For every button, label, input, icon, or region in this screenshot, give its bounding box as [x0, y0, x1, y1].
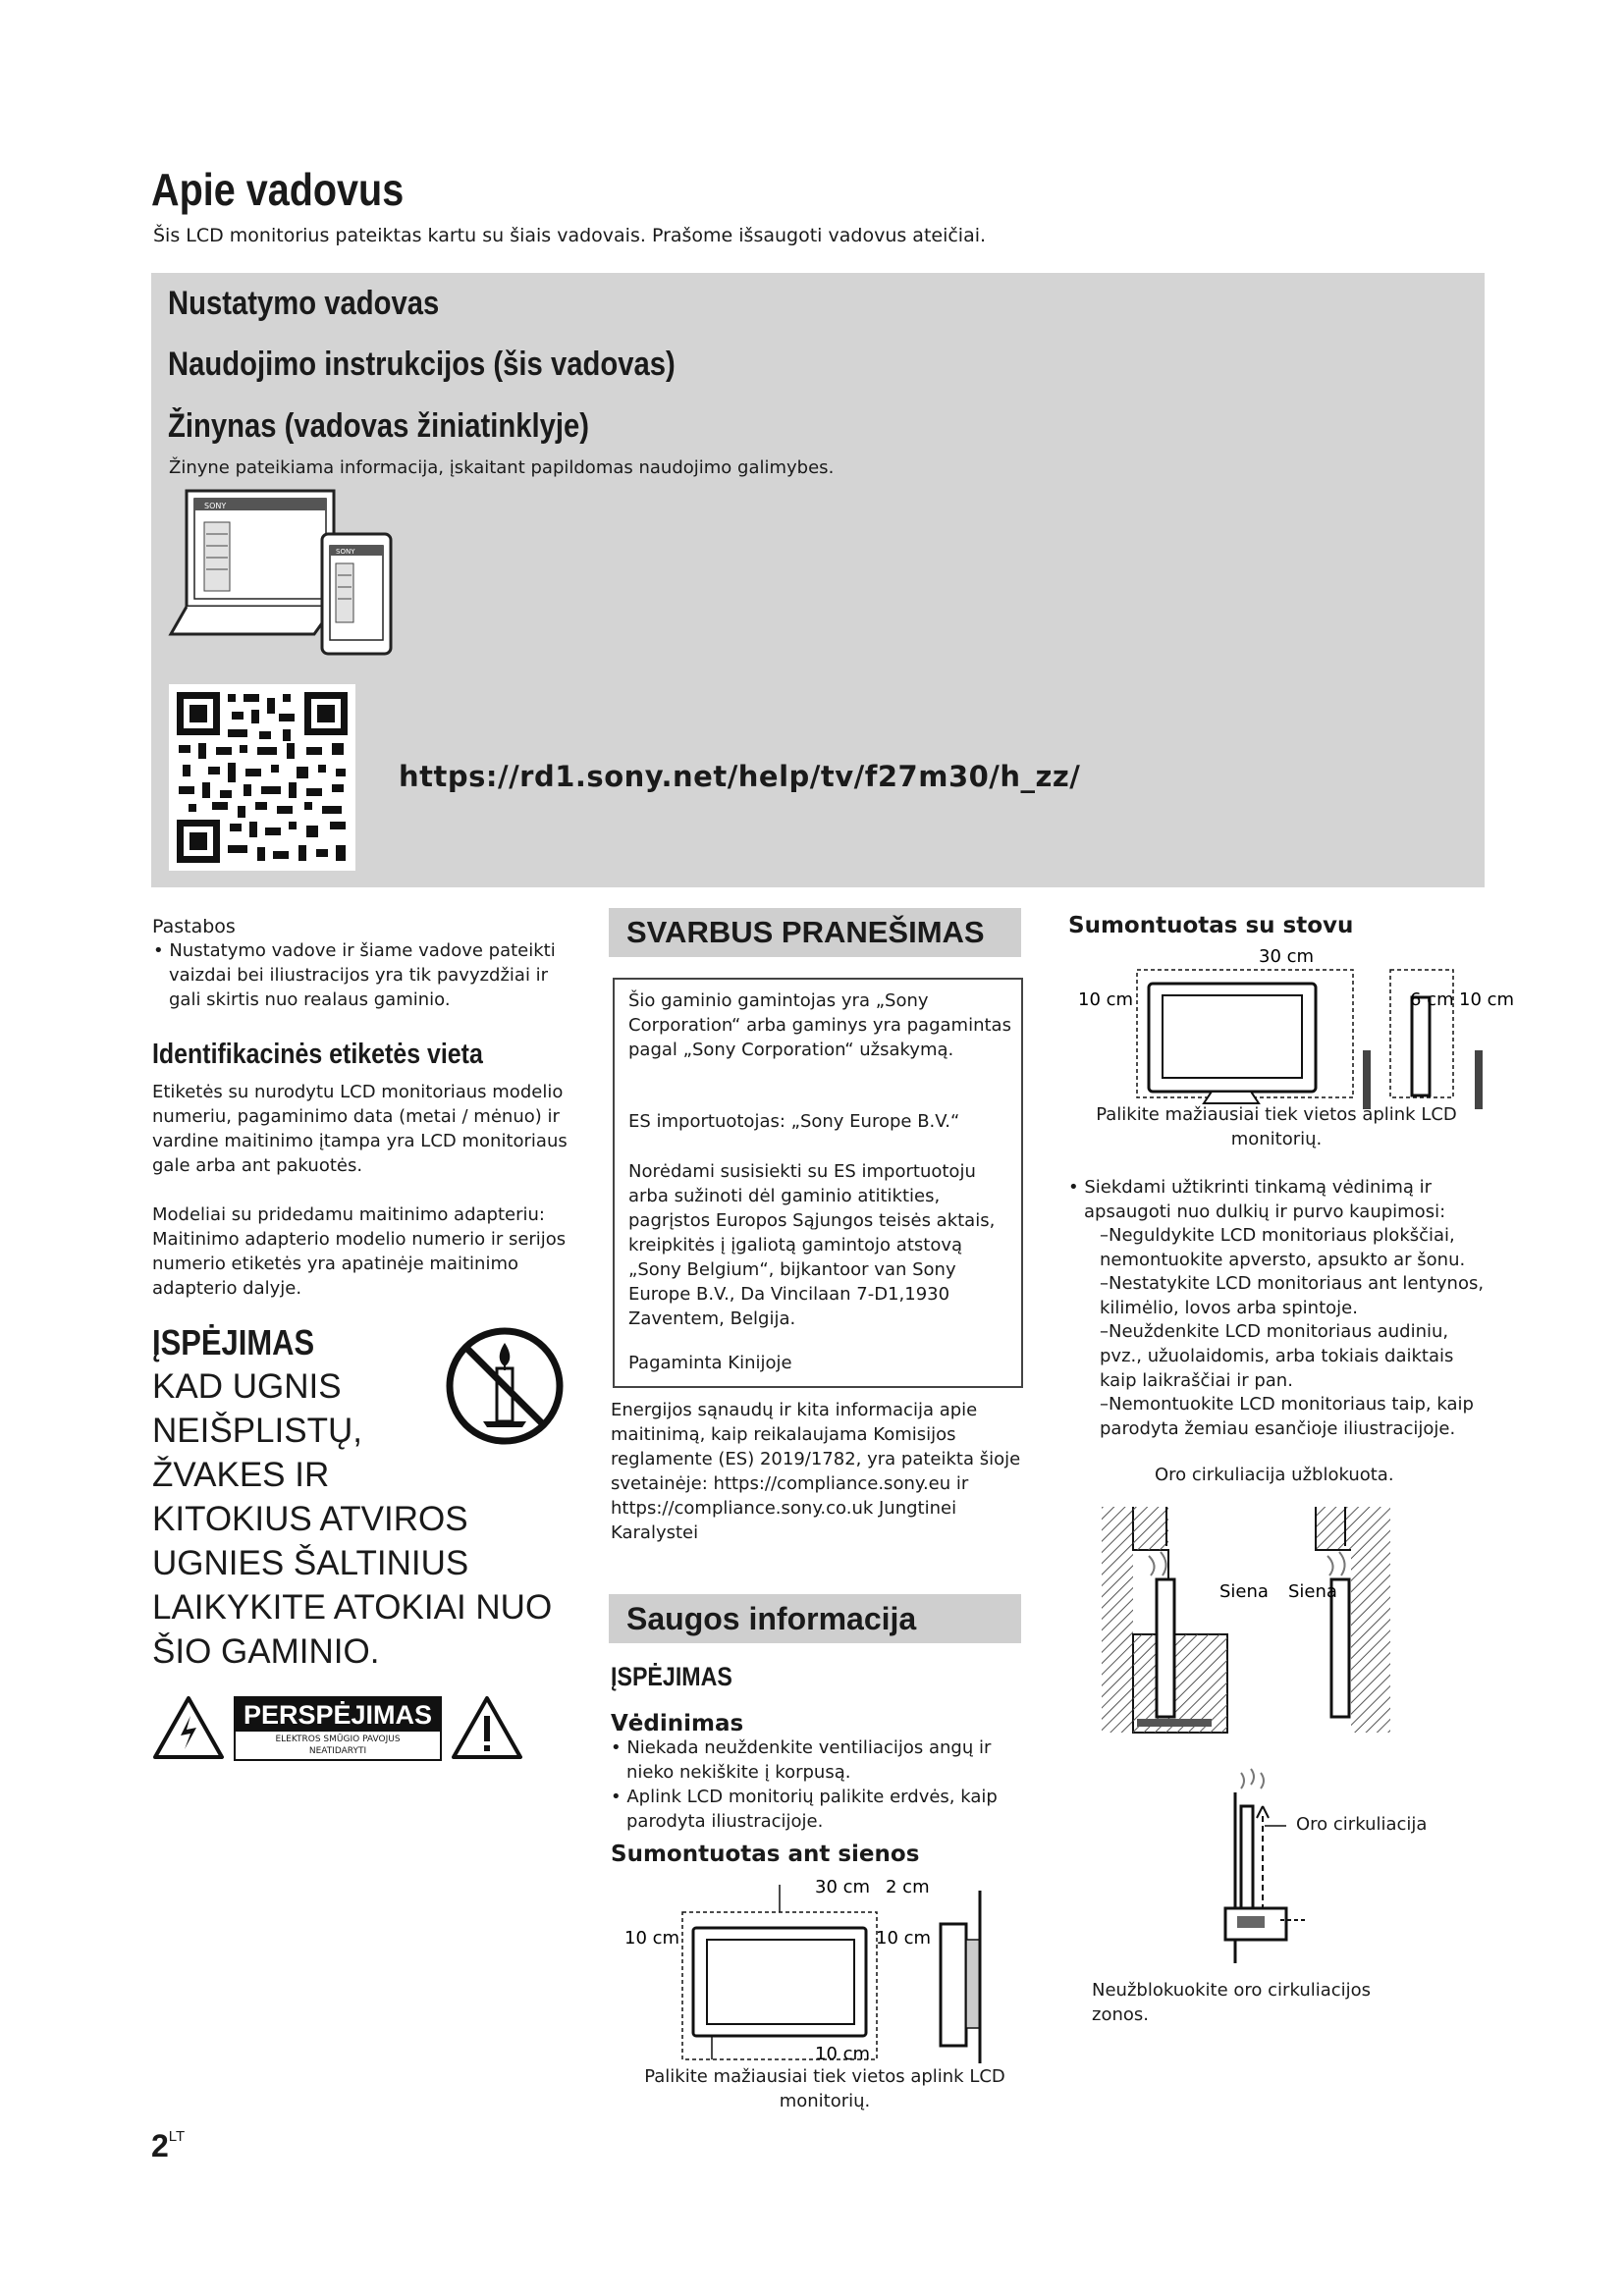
wall-mount-title: Sumontuotas ant sienos — [611, 1842, 920, 1867]
ventilation-title: Vėdinimas — [611, 1711, 744, 1736]
safety-header: Saugos informacija — [609, 1594, 1021, 1643]
notes-title: Pastabos — [152, 916, 236, 937]
svg-text:10 cm: 10 cm — [1078, 989, 1134, 1010]
device-illustration — [167, 487, 403, 664]
caution-label: PERSPĖJIMAS — [236, 1698, 440, 1732]
svg-text:Siena: Siena — [1219, 1581, 1269, 1602]
vent-item-3: –Neuždenkite LCD monitoriaus audiniu, pvz., užuolaidomis, arba tokiais daiktais kaip laikraščiai ir pan. — [1100, 1321, 1454, 1391]
page-number — [151, 2128, 185, 2164]
warning-title: ĮSPĖJIMAS — [152, 1322, 315, 1362]
svg-text:10 cm: 10 cm — [624, 1928, 680, 1949]
brand-logo-laptop: SONY — [204, 502, 227, 510]
notice-paragraph-3: Norėdami susisiekti su ES importuotoju arba sužinoti dėl gaminio atitikties, pagrįstos Europos Sąjungos teisės aktais, kreipkitės į įgaliotą gamintojo atstovą „Sony Belgium“, bijkantoor van Sony Europe B.V., Da Vincilaan 7-D1,1930 Zaventem, Belgija. — [628, 1161, 996, 1329]
blocked-label: Oro cirkuliacija užblokuota. — [1155, 1465, 1394, 1485]
qr-code[interactable] — [169, 684, 355, 871]
caution-sub-2: NEATIDARYTI — [308, 1746, 367, 1756]
svg-text:30 cm: 30 cm — [1259, 946, 1315, 967]
wall-mount-caption: Palikite mažiausiai tiek vietos aplink LCD monitorių. — [644, 2066, 1005, 2111]
brand-logo-tablet: SONY — [336, 548, 355, 556]
page-number-suffix: LT — [168, 2128, 186, 2145]
warning-line: LAIKYKITE ATOKIAI NUO — [152, 1588, 553, 1627]
exclamation-warning-icon — [450, 1694, 524, 1761]
svg-text:2 cm: 2 cm — [886, 1877, 930, 1897]
safety-warning-title: ĮSPĖJIMAS — [611, 1662, 732, 1691]
vent-item-4: –Nemontuokite LCD monitoriaus taip, kaip parodyta žemiau esančioje iliustracijoje. — [1100, 1394, 1474, 1439]
air-circulation-label: Oro cirkuliacija — [1296, 1814, 1428, 1835]
svg-text:10 cm: 10 cm — [876, 1928, 932, 1949]
page-number-value: 2 — [151, 2128, 169, 2163]
warning-line: ŠIO GAMINIO. — [152, 1632, 380, 1671]
svg-text:30 cm: 30 cm — [815, 1877, 871, 1897]
label-section-text: Etiketės su nurodytu LCD monitoriaus modelio numeriu, pagaminimo data (metai / mėnuo) ir vardine maitinimo įtampa yra LCD monitoriaus gale arba ant pakuotės. — [152, 1082, 568, 1176]
wall-mount-diagram — [619, 1871, 1021, 2067]
stand-mount-title: Sumontuotas su stovu — [1068, 913, 1354, 938]
notes-bullet: • Nustatymo vadove ir šiame vadove pateikti vaizdai bei iliustracijos yra tik pavyzdžiai ir gali skirtis nuo realaus gaminio. — [153, 940, 556, 1010]
svg-text:10 cm: 10 cm — [1459, 989, 1515, 1010]
lightning-warning-icon — [151, 1694, 226, 1761]
page-title: Apie vadovus — [151, 164, 405, 215]
adapter-text-2: Maitinimo adapterio modelio numerio ir serijos numerio etiketės yra apatinėje maitinimo adapterio dalyje. — [152, 1229, 567, 1299]
caution-box — [234, 1696, 442, 1761]
warning-line: KITOKIUS ATVIROS — [152, 1500, 468, 1538]
svg-text:Siena: Siena — [1288, 1581, 1337, 1602]
manual-setup: Nustatymo vadovas — [168, 285, 440, 322]
label-section-title: Identifikacinės etiketės vieta — [152, 1039, 483, 1070]
manual-help: Žinynas (vadovas žiniatinklyje) — [168, 407, 589, 445]
stand-mount-diagram — [1078, 942, 1520, 1109]
notice-paragraph-4: Pagaminta Kinijoje — [628, 1353, 792, 1373]
vent-intro: • Siekdami užtikrinti tinkamą vėdinimą ir apsaugoti nuo dulkių ir purvo kaupimosi: — [1068, 1177, 1446, 1222]
airflow-diagram — [1218, 1767, 1316, 1973]
vent-bullet-2: • Aplink LCD monitorių palikite erdvės, kaip parodyta iliustracijoje. — [611, 1787, 998, 1832]
notice-header: SVARBUS PRANEŠIMAS — [609, 908, 1021, 957]
dont-block-text: Neužblokuokite oro cirkuliacijos zonos. — [1092, 1980, 1372, 2025]
help-description: Žinyne pateikiama informacija, įskaitant papildomas naudojimo galimybes. — [169, 457, 835, 478]
vent-item-2: –Nestatykite LCD monitoriaus ant lentynos, kilimėlio, lovos arba spintoje. — [1100, 1273, 1485, 1318]
vent-bullet-1: • Niekada neuždenkite ventiliacijos angų ir nieko nekiškite į korpusą. — [611, 1737, 992, 1783]
svg-text:6 cm: 6 cm — [1410, 989, 1454, 1010]
manual-instructions: Naudojimo instrukcijos (šis vadovas) — [168, 346, 676, 383]
stand-mount-caption: Palikite mažiausiai tiek vietos aplink LCD monitorių. — [1096, 1104, 1457, 1149]
notice-paragraph-2: ES importuotojas: „Sony Europe B.V.“ — [628, 1111, 960, 1132]
warning-line: KAD UGNIS — [152, 1367, 342, 1406]
caution-sub-1: ELEKTROS SMŪGIO PAVOJUS — [275, 1735, 401, 1744]
notice-paragraph-1: Šio gaminio gamintojas yra „Sony Corporation“ arba gaminys yra pagamintas pagal „Sony Corporation“ užsakymą. — [628, 990, 1011, 1060]
energy-text: Energijos sąnaudų ir kita informacija apie maitinimą, kaip reikalaujama Komisijos reglamente (ES) 2019/1782, yra pateikta šioje svetainėje: https://compliance.sony.eu ir https://compliance.sony.co.uk Jungtinei Karalystei — [611, 1400, 1021, 1543]
no-candle-icon — [444, 1325, 566, 1447]
warning-line: ŽVAKES IR — [152, 1456, 330, 1494]
blocked-airflow-diagram — [1100, 1487, 1473, 1742]
warning-line: UGNIES ŠALTINIUS — [152, 1544, 469, 1582]
svg-text:10 cm: 10 cm — [815, 2044, 871, 2064]
warning-line: NEIŠPLISTŲ, — [152, 1412, 362, 1450]
help-url-link[interactable]: https://rd1.sony.net/help/tv/f27m30/h_zz/ — [399, 760, 1081, 793]
vent-item-1: –Neguldykite LCD monitoriaus plokščiai, nemontuokite apversto, apsukto ar šonu. — [1100, 1225, 1466, 1270]
intro-text: Šis LCD monitorius pateiktas kartu su šiais vadovais. Prašome išsaugoti vadovus ateičiai. — [153, 225, 987, 246]
adapter-text-1: Modeliai su pridedamu maitinimo adapteriu: — [152, 1204, 545, 1225]
